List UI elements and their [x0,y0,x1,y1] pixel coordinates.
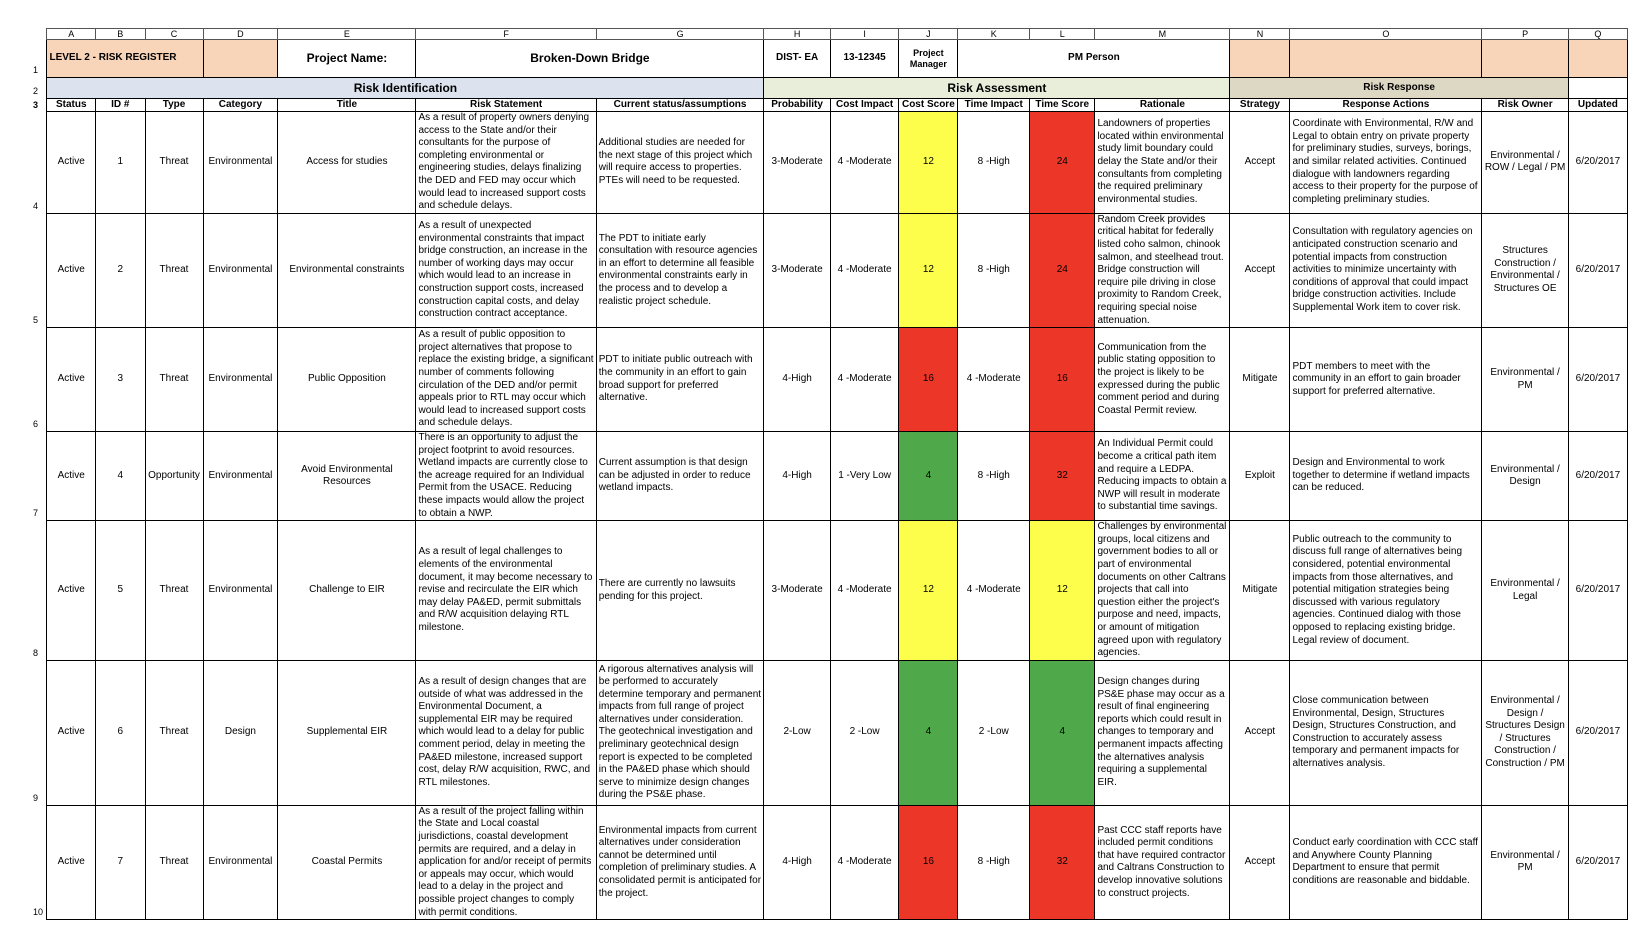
strategy-cell[interactable]: Accept [1230,660,1290,805]
field-header[interactable]: Cost Score [899,99,958,112]
status-cell[interactable]: Active [47,805,96,919]
field-header[interactable]: Updated [1568,99,1627,112]
project-manager-value[interactable]: PM Person [958,40,1230,78]
risk-owner-cell[interactable]: Environmental / PM [1482,328,1568,432]
risk-row [28,521,1628,661]
row-number[interactable]: 10 [28,805,47,919]
cost-score-cell[interactable]: 12 [899,521,958,661]
risk-owner-cell[interactable]: Environmental / Design [1482,432,1568,521]
strategy-cell[interactable]: Accept [1230,112,1290,214]
risk-row [28,213,1628,327]
cost-score-cell[interactable]: 12 [899,213,958,327]
time-score-cell[interactable]: 32 [1030,805,1095,919]
register-title[interactable]: LEVEL 2 - RISK REGISTER [47,40,203,78]
probability-cell[interactable]: 4-High [764,805,830,919]
column-letter-k[interactable]: K [958,29,1030,40]
risk-response-header[interactable]: Risk Response [1230,78,1568,99]
cost-score-cell[interactable]: 16 [899,805,958,919]
category-cell[interactable]: Environmental [203,521,278,661]
response-actions-cell[interactable]: Close communication between Environmental, Design, Structures Design, Structures Construction, and Construction to accurately assess temporary and permanent impacts for alternatives analysis. [1290,660,1482,805]
time-impact-cell[interactable]: 4 -Moderate [958,521,1030,661]
risk-owner-cell[interactable]: Environmental / PM [1482,805,1568,919]
field-header[interactable]: Strategy [1230,99,1290,112]
column-letter-f[interactable]: F [416,29,596,40]
type-cell[interactable]: Threat [145,521,203,661]
title-blank-cell[interactable] [1290,40,1482,78]
cost-impact-cell[interactable]: 4 -Moderate [830,328,899,432]
risk-owner-cell[interactable]: Environmental / Design / Structures Design / Structures Construction / Construction / PM [1482,660,1568,805]
title-cell[interactable]: Access for studies [278,112,416,214]
dist-ea-label[interactable]: DIST- EA [764,40,830,78]
risk-statement-cell[interactable]: There is an opportunity to adjust the project footprint to avoid resources. Wetland impacts are currently close to the acreage required for an Individual Permit from the USACE. Reducing these impacts would allow the project to obtain a NWP. [416,432,596,521]
updated-cell[interactable]: 6/20/2017 [1568,112,1627,214]
id-cell[interactable]: 1 [95,112,145,214]
risk-assessment-header[interactable]: Risk Assessment [764,78,1230,99]
strategy-cell[interactable]: Mitigate [1230,328,1290,432]
column-letter-m[interactable]: M [1095,29,1230,40]
rationale-cell[interactable]: Communication from the public stating opposition to the project is likely to be expressed during the public comment period and during Coastal Permit review. [1095,328,1230,432]
time-score-cell[interactable]: 12 [1030,521,1095,661]
probability-cell[interactable]: 4-High [764,328,830,432]
field-header[interactable]: Response Actions [1290,99,1482,112]
strategy-cell[interactable]: Exploit [1230,432,1290,521]
updated-cell[interactable]: 6/20/2017 [1568,805,1627,919]
strategy-cell[interactable]: Accept [1230,805,1290,919]
probability-cell[interactable]: 4-High [764,432,830,521]
status-cell[interactable]: Active [47,213,96,327]
risk-statement-cell[interactable]: As a result of legal challenges to elements of the environmental document, it may become necessary to revise and recirculate the EIR which may delay PA&ED, permit submittals and R/W acquisition delaying RTL milestone. [416,521,596,661]
probability-cell[interactable]: 3-Moderate [764,213,830,327]
probability-cell[interactable]: 2-Low [764,660,830,805]
cost-score-cell[interactable]: 12 [899,112,958,214]
assumptions-cell[interactable]: Environmental impacts from current alternatives under consideration cannot be determined until completion of preliminary studies. A consolidated permit is anticipated for the project. [596,805,764,919]
response-actions-cell[interactable]: Public outreach to the community to discuss full range of alternatives being considered, potential environmental impacts from those alternatives, and potential mitigation strategies being discussed with various regulatory agencies. Continued dialog with those opposed to replacing existing bridge. Legal review of document. [1290,521,1482,661]
type-cell[interactable]: Threat [145,328,203,432]
status-cell[interactable]: Active [47,521,96,661]
risk-statement-cell[interactable]: As a result of property owners denying access to the State and/or their consultants for the purpose of completing environmental or engineering studies, delays finalizing the DED and FED may occur which would lead to increased support costs and schedule delays. [416,112,596,214]
cost-impact-cell[interactable]: 1 -Very Low [830,432,899,521]
time-impact-cell[interactable]: 8 -High [958,805,1030,919]
title-cell[interactable]: Public Opposition [278,328,416,432]
status-cell[interactable]: Active [47,660,96,805]
title-cell[interactable]: Challenge to EIR [278,521,416,661]
time-impact-cell[interactable]: 2 -Low [958,660,1030,805]
column-letter-d[interactable]: D [203,29,278,40]
field-header[interactable]: Status [47,99,96,112]
risk-row [28,112,1628,214]
time-score-cell[interactable]: 16 [1030,328,1095,432]
title-cell[interactable]: Supplemental EIR [278,660,416,805]
field-header[interactable]: Rationale [1095,99,1230,112]
category-cell[interactable]: Environmental [203,213,278,327]
title-row [28,40,1628,78]
response-actions-cell[interactable]: Consultation with regulatory agencies on anticipated construction scenario and potential impacts from construction activities to minimize uncertainty with conditions of approval that could impact bridge construction activities. Include Supplemental Work item to cover risk. [1290,213,1482,327]
assumptions-cell[interactable]: A rigorous alternatives analysis will be performed to accurately determine temporary and permanent impacts from full range of project alternatives under consideration. The geotechnical investigation and preliminary geotechnical design report is expected to be completed in the PA&ED phase which should serve to minimize design changes during the PS&E phase. [596,660,764,805]
cost-impact-cell[interactable]: 4 -Moderate [830,112,899,214]
row-number[interactable]: 9 [28,660,47,805]
rationale-cell[interactable]: An Individual Permit could become a critical path item and require a LEDPA. Reducing impacts to obtain a NWP will result in moderate to substantial time savings. [1095,432,1230,521]
status-cell[interactable]: Active [47,432,96,521]
id-cell[interactable]: 2 [95,213,145,327]
dist-ea-value[interactable]: 13-12345 [830,40,899,78]
title-blank-cell[interactable] [1568,40,1627,78]
risk-row [28,660,1628,805]
column-letter-l[interactable]: L [1030,29,1095,40]
field-header[interactable]: Cost Impact [830,99,899,112]
assumptions-cell[interactable]: Additional studies are needed for the next stage of this project which will require access to properties. PTEs will need to be requested. [596,112,764,214]
assumptions-cell[interactable]: PDT to initiate public outreach with the community in an effort to gain broad support for preferred alternative. [596,328,764,432]
strategy-cell[interactable]: Mitigate [1230,521,1290,661]
status-cell[interactable]: Active [47,112,96,214]
title-blank-cell[interactable] [1482,40,1568,78]
rationale-cell[interactable]: Past CCC staff reports have included permit conditions that have required contractor and Caltrans Construction to develop innovative solutions to construct projects. [1095,805,1230,919]
category-cell[interactable]: Environmental [203,328,278,432]
column-letter-a[interactable]: A [47,29,96,40]
id-cell[interactable]: 3 [95,328,145,432]
cost-score-cell[interactable]: 4 [899,432,958,521]
cost-impact-cell[interactable]: 4 -Moderate [830,213,899,327]
project-name-value[interactable]: Broken-Down Bridge [416,40,764,78]
title-cell[interactable]: Coastal Permits [278,805,416,919]
type-cell[interactable]: Threat [145,213,203,327]
response-actions-cell[interactable]: Coordinate with Environmental, R/W and Legal to obtain entry on private property for preliminary studies, surveys, borings, and similar related activities. Continued dialogue with landowners regarding access to their property for the purpose of completing preliminary studies. [1290,112,1482,214]
category-cell[interactable]: Environmental [203,805,278,919]
field-header[interactable]: Time Score [1030,99,1095,112]
time-impact-cell[interactable]: 8 -High [958,112,1030,214]
field-header[interactable]: Risk Owner [1482,99,1568,112]
rationale-cell[interactable]: Random Creek provides critical habitat for federally listed coho salmon, chinook salmon, and steelhead trout. Bridge construction will require pile driving in close proximity to Random Creek, requiring special noise attenuation. [1095,213,1230,327]
time-score-cell[interactable]: 24 [1030,213,1095,327]
time-score-cell[interactable]: 32 [1030,432,1095,521]
type-cell[interactable]: Threat [145,805,203,919]
risk-row [28,432,1628,521]
cost-score-cell[interactable]: 16 [899,328,958,432]
field-header[interactable]: Type [145,99,203,112]
section-row [28,78,1628,99]
updated-cell[interactable]: 6/20/2017 [1568,521,1627,661]
rationale-cell[interactable]: Challenges by environmental groups, local citizens and government bodies to all or part of environmental documents on other Caltrans projects that call into question either the project's purpose and need, impacts, or amount of mitigation agreed upon with regulatory agencies. [1095,521,1230,661]
response-actions-cell[interactable]: Design and Environmental to work together to determine if wetland impacts can be reduced. [1290,432,1482,521]
column-letter-g[interactable]: G [596,29,764,40]
risk-statement-cell[interactable]: As a result of public opposition to project alternatives that propose to replace the existing bridge, a significant number of comments following circulation of the DED and/or permit appeals prior to RTL may occur which would lead to increased support costs and schedule delays. [416,328,596,432]
row-number[interactable]: 8 [28,521,47,661]
response-actions-cell[interactable]: PDT members to meet with the community in an effort to gain broader support for preferred alternative. [1290,328,1482,432]
row-number[interactable]: 1 [28,40,47,78]
project-manager-label[interactable]: Project Manager [899,40,958,78]
probability-cell[interactable]: 3-Moderate [764,521,830,661]
id-cell[interactable]: 7 [95,805,145,919]
column-letter-c[interactable]: C [145,29,203,40]
field-header[interactable]: Category [203,99,278,112]
updated-cell[interactable]: 6/20/2017 [1568,328,1627,432]
category-cell[interactable]: Design [203,660,278,805]
field-header[interactable]: Current status/assumptions [596,99,764,112]
type-cell[interactable]: Threat [145,660,203,805]
updated-cell[interactable]: 6/20/2017 [1568,432,1627,521]
title-cell[interactable]: Environmental constraints [278,213,416,327]
column-letter-j[interactable]: J [899,29,958,40]
field-header[interactable]: Time Impact [958,99,1030,112]
section-blank-cell[interactable] [1568,78,1627,99]
time-score-cell[interactable]: 24 [1030,112,1095,214]
risk-statement-cell[interactable]: As a result of unexpected environmental constraints that impact bridge construction, an increase in the number of working days may occur which would lead to an increase in construction support costs, increased construction capital costs, and delay construction contract acceptance. [416,213,596,327]
time-impact-cell[interactable]: 4 -Moderate [958,328,1030,432]
corner-cell[interactable] [28,29,47,40]
time-impact-cell[interactable]: 8 -High [958,213,1030,327]
cost-score-cell[interactable]: 4 [899,660,958,805]
updated-cell[interactable]: 6/20/2017 [1568,213,1627,327]
strategy-cell[interactable]: Accept [1230,213,1290,327]
id-cell[interactable]: 5 [95,521,145,661]
rationale-cell[interactable]: Landowners of properties located within environmental study limit boundary could delay the State and/or their consultants from completing the required preliminary environmental studies. [1095,112,1230,214]
row-number[interactable]: 2 [28,78,47,99]
field-header-row [28,99,1628,112]
row-number[interactable]: 7 [28,432,47,521]
time-impact-cell[interactable]: 8 -High [958,432,1030,521]
time-score-cell[interactable]: 4 [1030,660,1095,805]
risk-row [28,805,1628,919]
id-cell[interactable]: 4 [95,432,145,521]
column-letter-h[interactable]: H [764,29,830,40]
title-blank-cell[interactable] [203,40,278,78]
cost-impact-cell[interactable]: 2 -Low [830,660,899,805]
row-number[interactable]: 5 [28,213,47,327]
updated-cell[interactable]: 6/20/2017 [1568,660,1627,805]
id-cell[interactable]: 6 [95,660,145,805]
field-header[interactable]: Risk Statement [416,99,596,112]
risk-register-sheet [28,28,1628,920]
column-letter-n[interactable]: N [1230,29,1290,40]
row-number[interactable]: 3 [28,99,47,112]
risk-statement-cell[interactable]: As a result of the project falling within the State and Local coastal jurisdictions, coastal development permits are required, and a delay in application for and/or receipt of permits or appeals may occur, which would lead to a delay in the project and possible project changes to comply with permit conditions. [416,805,596,919]
row-number[interactable]: 4 [28,112,47,214]
field-header[interactable]: ID # [95,99,145,112]
rationale-cell[interactable]: Design changes during PS&E phase may occur as a result of final engineering reports which could result in changes to temporary and permanent impacts affecting the alternatives analysis requiring a supplemental EIR. [1095,660,1230,805]
field-header[interactable]: Title [278,99,416,112]
column-letter-e[interactable]: E [278,29,416,40]
type-cell[interactable]: Threat [145,112,203,214]
cost-impact-cell[interactable]: 4 -Moderate [830,805,899,919]
title-cell[interactable]: Avoid Environmental Resources [278,432,416,521]
assumptions-cell[interactable]: The PDT to initiate early consultation with resource agencies in an effort to determine all feasible environmental constraints early in the process and to develop a realistic project schedule. [596,213,764,327]
risk-row [28,328,1628,432]
assumptions-cell[interactable]: There are currently no lawsuits pending for this project. [596,521,764,661]
field-header[interactable]: Probability [764,99,830,112]
row-number[interactable]: 6 [28,328,47,432]
project-name-label[interactable]: Project Name: [278,40,416,78]
column-letter-o[interactable]: O [1290,29,1482,40]
response-actions-cell[interactable]: Conduct early coordination with CCC staff and Anywhere County Planning Department to ensure that permit conditions are reasonable and biddable. [1290,805,1482,919]
risk-identification-header[interactable]: Risk Identification [47,78,764,99]
column-letter-p[interactable]: P [1482,29,1568,40]
type-cell[interactable]: Opportunity [145,432,203,521]
assumptions-cell[interactable]: Current assumption is that design can be adjusted in order to reduce wetland impacts. [596,432,764,521]
status-cell[interactable]: Active [47,328,96,432]
column-letter-q[interactable]: Q [1568,29,1627,40]
column-letter-b[interactable]: B [95,29,145,40]
column-header-row [28,29,1628,40]
probability-cell[interactable]: 3-Moderate [764,112,830,214]
column-letter-i[interactable]: I [830,29,899,40]
category-cell[interactable]: Environmental [203,432,278,521]
title-blank-cell[interactable] [1230,40,1290,78]
risk-statement-cell[interactable]: As a result of design changes that are outside of what was addressed in the Environmental Document, a supplemental EIR may be required which would lead to a delay for public comment period, delay in meeting the PA&ED milestone, increased support cost, delay R/W acquisition, RWC, and RTL milestones. [416,660,596,805]
risk-owner-cell[interactable]: Environmental / ROW / Legal / PM [1482,112,1568,214]
risk-owner-cell[interactable]: Structures Construction / Environmental / Structures OE [1482,213,1568,327]
risk-owner-cell[interactable]: Environmental / Legal [1482,521,1568,661]
category-cell[interactable]: Environmental [203,112,278,214]
cost-impact-cell[interactable]: 4 -Moderate [830,521,899,661]
